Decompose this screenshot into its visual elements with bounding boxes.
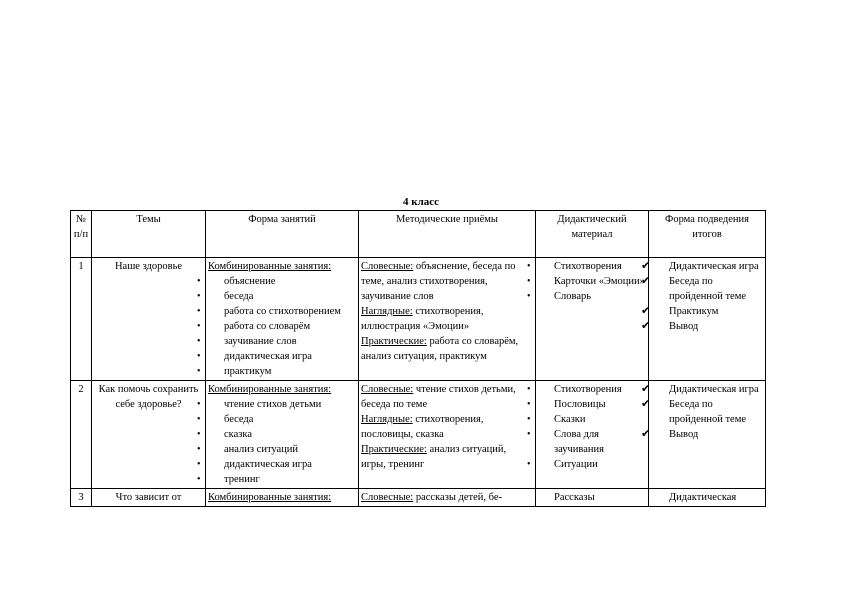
list-item: ✔ Беседа по пройденной теме — [651, 397, 763, 427]
method-text: стихотворения, пословицы, сказка — [361, 414, 484, 440]
list-item: • чтение стихов детьми — [208, 397, 356, 412]
method-entry — [361, 334, 533, 364]
method-text: работа со словарём, анализ ситуация, практикум — [361, 336, 519, 362]
table-row — [71, 258, 766, 381]
results-list — [651, 490, 763, 505]
method-text: чтение стихов детьми, беседа по теме — [361, 384, 516, 410]
row-number: 2 — [71, 381, 92, 489]
row-number: 3 — [71, 489, 92, 507]
list-item: • беседа — [208, 412, 356, 427]
list-item: • Стихотворения — [538, 259, 646, 274]
list-item: ✔ Вывод — [651, 427, 763, 442]
list-item: • беседа — [208, 289, 356, 304]
lesson-plan-table — [70, 210, 766, 507]
row-results — [649, 258, 766, 381]
row-form — [206, 258, 359, 381]
method-label: Словесные: — [361, 492, 414, 503]
form-title: Комбинированные занятия: — [208, 492, 332, 503]
materials-list — [538, 382, 646, 472]
row-form — [206, 489, 359, 507]
row-results — [649, 381, 766, 489]
method-label: Практические: — [361, 336, 427, 347]
table-header-row — [71, 211, 766, 258]
list-item: • заучивание слов — [208, 334, 356, 349]
list-item: • сказка — [208, 427, 356, 442]
method-text: объяснение, беседа по теме, анализ стихотворения, заучивание слов — [361, 261, 516, 302]
method-entry — [361, 412, 533, 442]
method-entry — [361, 490, 533, 505]
row-materials — [536, 258, 649, 381]
method-label: Наглядные: — [361, 306, 413, 317]
method-label: Практические: — [361, 444, 427, 455]
method-text: стихотворения, иллюстрация «Эмоции» — [361, 306, 484, 332]
list-item: ✔ Практикум — [651, 304, 763, 319]
row-results — [649, 489, 766, 507]
list-item: ✔ Дидактическая — [651, 490, 763, 505]
list-item: ✔ Беседа по пройденной теме — [651, 274, 763, 304]
list-item: • анализ ситуаций — [208, 442, 356, 457]
list-item: ✔ Дидактическая игра — [651, 259, 763, 274]
list-item: • Сказки — [538, 412, 646, 427]
list-item: • объяснение — [208, 274, 356, 289]
results-list — [651, 382, 763, 442]
row-number: 1 — [71, 258, 92, 381]
list-item: • Карточки «Эмоции» — [538, 274, 646, 289]
table-row — [71, 381, 766, 489]
method-entry — [361, 304, 533, 334]
list-item: • Слова для заучивания — [538, 427, 646, 457]
col-header-number: № п/п — [71, 211, 92, 258]
list-item: • Рассказы — [538, 490, 646, 505]
results-list — [651, 259, 763, 334]
list-item: ✔ Вывод — [651, 319, 763, 334]
list-item: • Стихотворения — [538, 382, 646, 397]
row-materials — [536, 489, 649, 507]
list-item: • работа со стихотворением — [208, 304, 356, 319]
row-materials — [536, 381, 649, 489]
materials-list — [538, 259, 646, 304]
row-form — [206, 381, 359, 489]
method-text: рассказы детей, бе- — [413, 492, 503, 503]
col-header-form: Форма занятий — [206, 211, 359, 258]
form-list — [208, 397, 356, 487]
row-methods — [359, 381, 536, 489]
form-title: Комбинированные занятия: — [208, 261, 332, 272]
list-item: • работа со словарём — [208, 319, 356, 334]
row-topic: Как помочь сохранить себе здоровье? — [92, 381, 206, 489]
method-label: Словесные: — [361, 261, 414, 272]
form-title: Комбинированные занятия: — [208, 384, 332, 395]
list-item: • Пословицы — [538, 397, 646, 412]
method-label: Словесные: — [361, 384, 414, 395]
method-text: анализ ситуаций, игры, тренинг — [361, 444, 507, 470]
row-topic: Что зависит от — [92, 489, 206, 507]
form-list — [208, 274, 356, 379]
method-entry — [361, 382, 533, 412]
row-methods — [359, 258, 536, 381]
method-entry — [361, 442, 533, 472]
method-label: Наглядные: — [361, 414, 413, 425]
row-methods — [359, 489, 536, 507]
materials-list — [538, 490, 646, 505]
list-item: • дидактическая игра — [208, 457, 356, 472]
list-item: • дидактическая игра — [208, 349, 356, 364]
col-header-results: Форма подведения итогов — [649, 211, 766, 258]
table-row — [71, 489, 766, 507]
list-item: • Ситуации — [538, 457, 646, 472]
page-heading: 4 класс — [402, 196, 440, 208]
list-item: ✔ Дидактическая игра — [651, 382, 763, 397]
col-header-topic: Темы — [92, 211, 206, 258]
method-entry — [361, 259, 533, 304]
list-item: • практикум — [208, 364, 356, 379]
row-topic: Наше здоровье — [92, 258, 206, 381]
list-item: • Словарь — [538, 289, 646, 304]
list-item: • тренинг — [208, 472, 356, 487]
col-header-methods: Методические приёмы — [359, 211, 536, 258]
col-header-materials: Дидактический материал — [536, 211, 649, 258]
